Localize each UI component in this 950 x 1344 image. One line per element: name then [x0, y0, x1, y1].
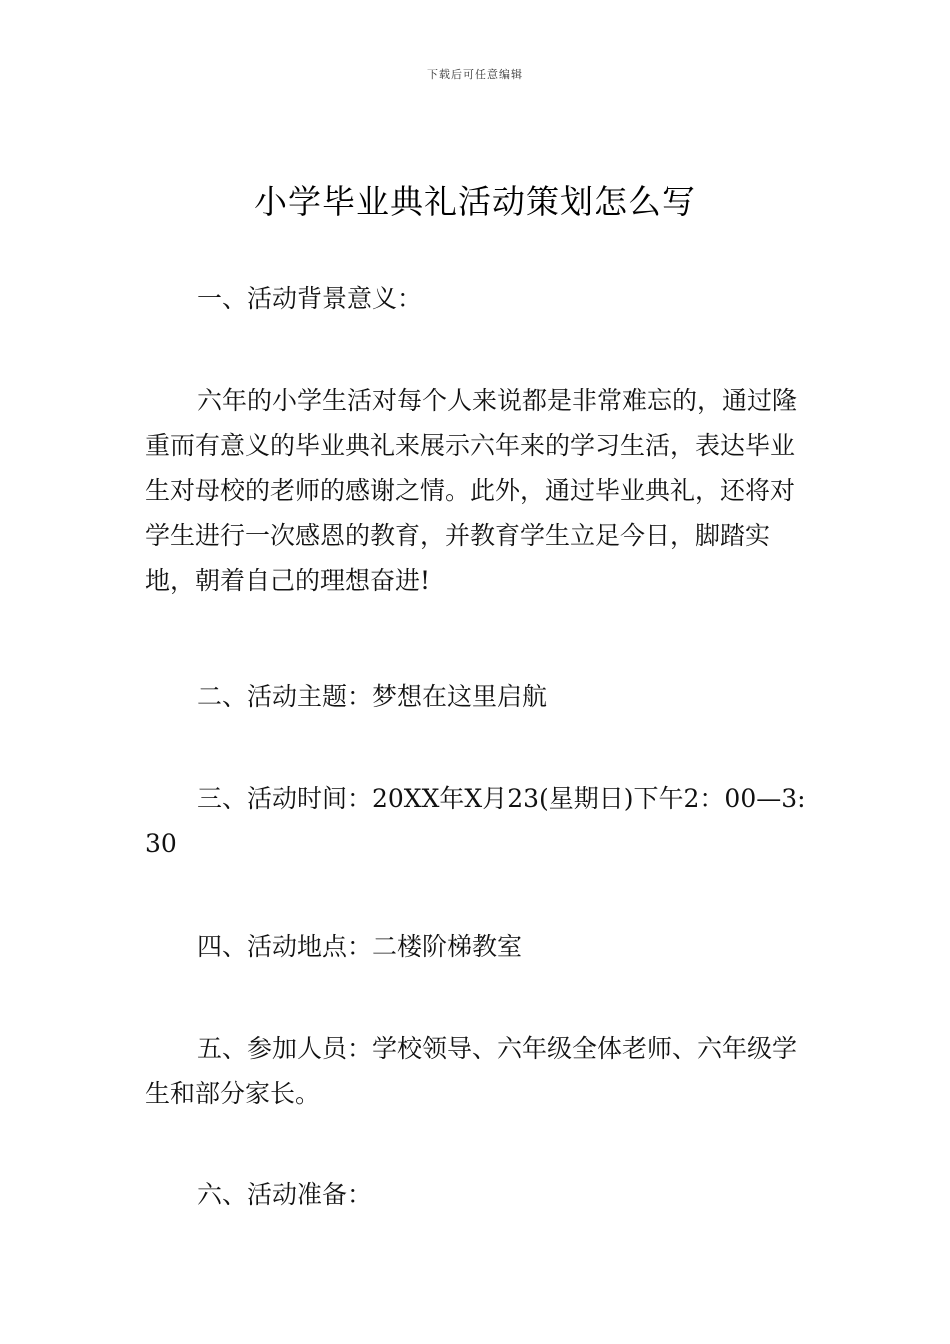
section-background-heading: 一、活动背景意义： — [197, 284, 423, 313]
header-note: 下载后可任意编辑 — [427, 68, 523, 81]
section-participants: 五、参加人员：学校领导、六年级全体老师、六年级学生和部分家长。 — [145, 1034, 798, 1108]
section-time: 三、活动时间：20XX年X月23(星期日)下午2：00—3:30 — [145, 784, 806, 858]
section-theme: 二、活动主题：梦想在这里启航 — [197, 682, 548, 711]
section-background-body: 六年的小学生活对每个人来说都是非常难忘的，通过隆重而有意义的毕业典礼来展示六年来的学习生活，表达毕业生对母校的老师的感谢之情。此外，通过毕业典礼，还将对学生进行一次感恩的教育，并教育学生立足今日，脚踏实地，朝着自己的理想奋进! — [145, 386, 798, 595]
section-location: 四、活动地点：二楼阶梯教室 — [197, 932, 523, 961]
section-preparation-heading: 六、活动准备： — [197, 1180, 373, 1209]
document-title: 小学毕业典礼活动策划怎么写 — [254, 182, 696, 221]
